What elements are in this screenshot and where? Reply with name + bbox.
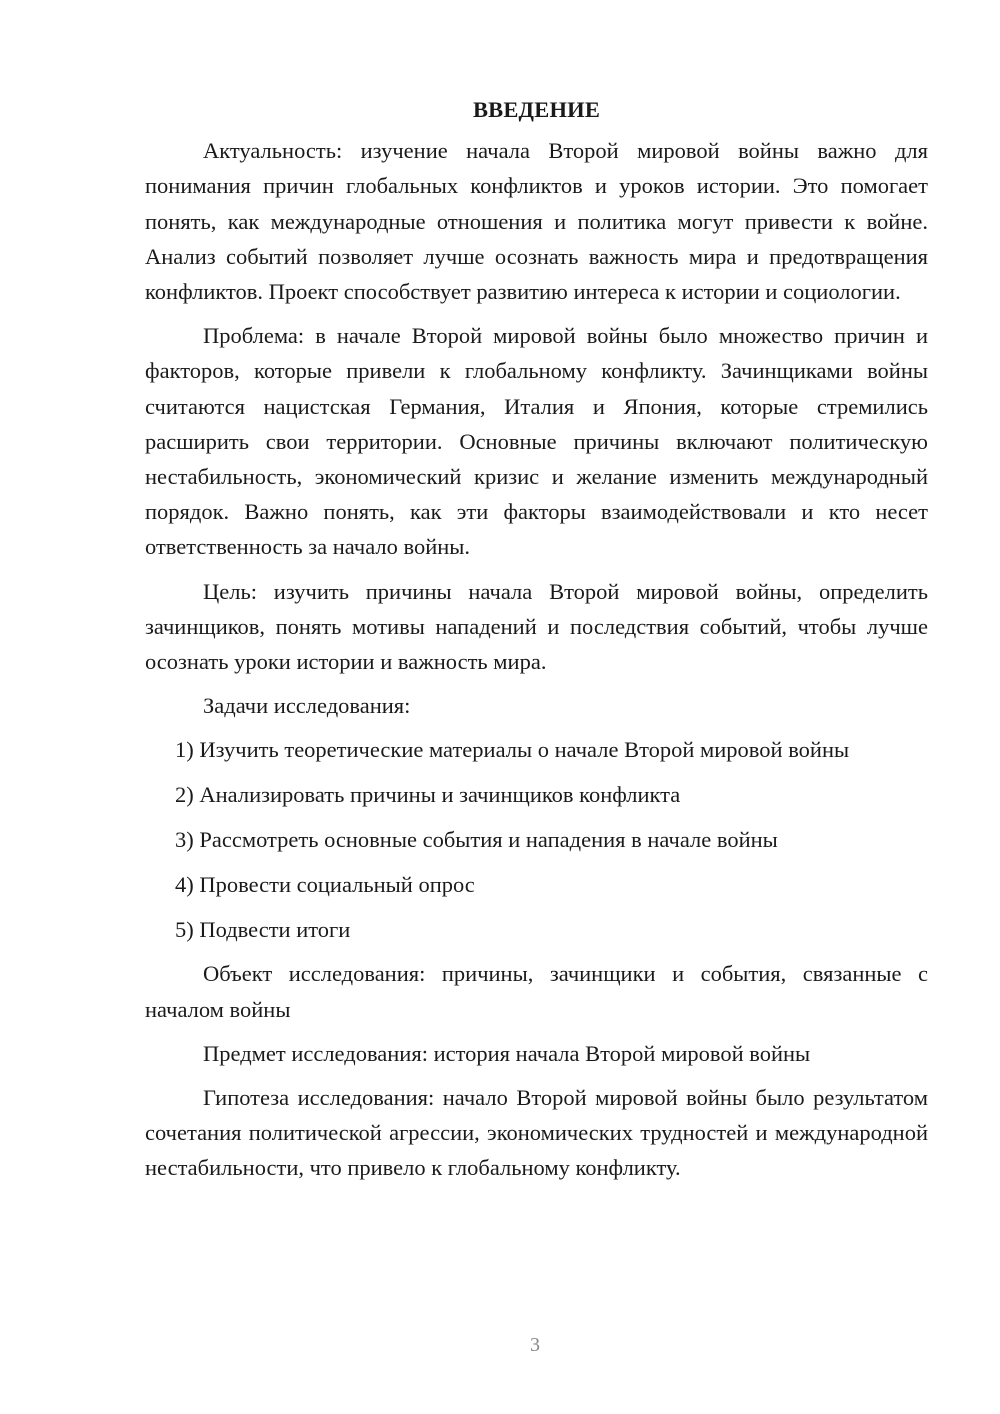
subject-paragraph: Предмет исследования: история начала Второй мировой войны [203, 1040, 811, 1066]
page-number: 3 [530, 1334, 540, 1356]
goal-paragraph: Цель: изучить причины начала Второй мировой войны, определить зачинщиков, понять мотивы нападений и последствия событий, чтобы лучше осознать уроки истории и важность мира. [145, 578, 928, 675]
document-body [145, 92, 928, 1195]
tasks-list [145, 732, 928, 946]
tasks-title: Задачи исследования: [203, 693, 411, 719]
task-item-5: 5) Подвести итоги [175, 916, 351, 942]
hypothesis-paragraph: Гипотеза исследования: начало Второй мировой войны было результатом сочетания политической агрессии, экономических трудностей и международной нестабильности, что привело к глобальному конфликту. [145, 1085, 928, 1181]
problem-paragraph: Проблема: в начале Второй мировой войны было множество причин и факторов, которые привели к глобальному конфликту. Зачинщиками войны считаются нацистская Германия, Италия и Япония, которые стремились расширить свои территории. Основные причины включают политическую нестабильность, экономический кризис и желание изменить международный порядок. Важно понять, как эти факторы взаимодействовали и кто несет ответственность за начало войны. [145, 323, 928, 560]
task-item-2: 2) Анализировать причины и зачинщиков конфликта [175, 782, 681, 808]
page-heading: ВВЕДЕНИЕ [472, 97, 601, 122]
task-item-1: 1) Изучить теоретические материалы о начале Второй мировой войны [175, 737, 850, 763]
relevance-paragraph: Актуальность: изучение начала Второй мировой войны важно для понимания причин глобальных конфликтов и уроков истории. Это помогает понять, как международные отношения и политика могут привести к войне. Анализ событий позволяет лучше осознать важность мира и предотвращения конфликтов. Проект способствует развитию интереса к истории и социологии. [145, 138, 928, 305]
task-item-4: 4) Провести социальный опрос [175, 871, 475, 897]
object-paragraph: Объект исследования: причины, зачинщики и события, связанные с началом войны [145, 961, 928, 1022]
task-item-3: 3) Рассмотреть основные события и нападения в начале войны [175, 827, 778, 853]
